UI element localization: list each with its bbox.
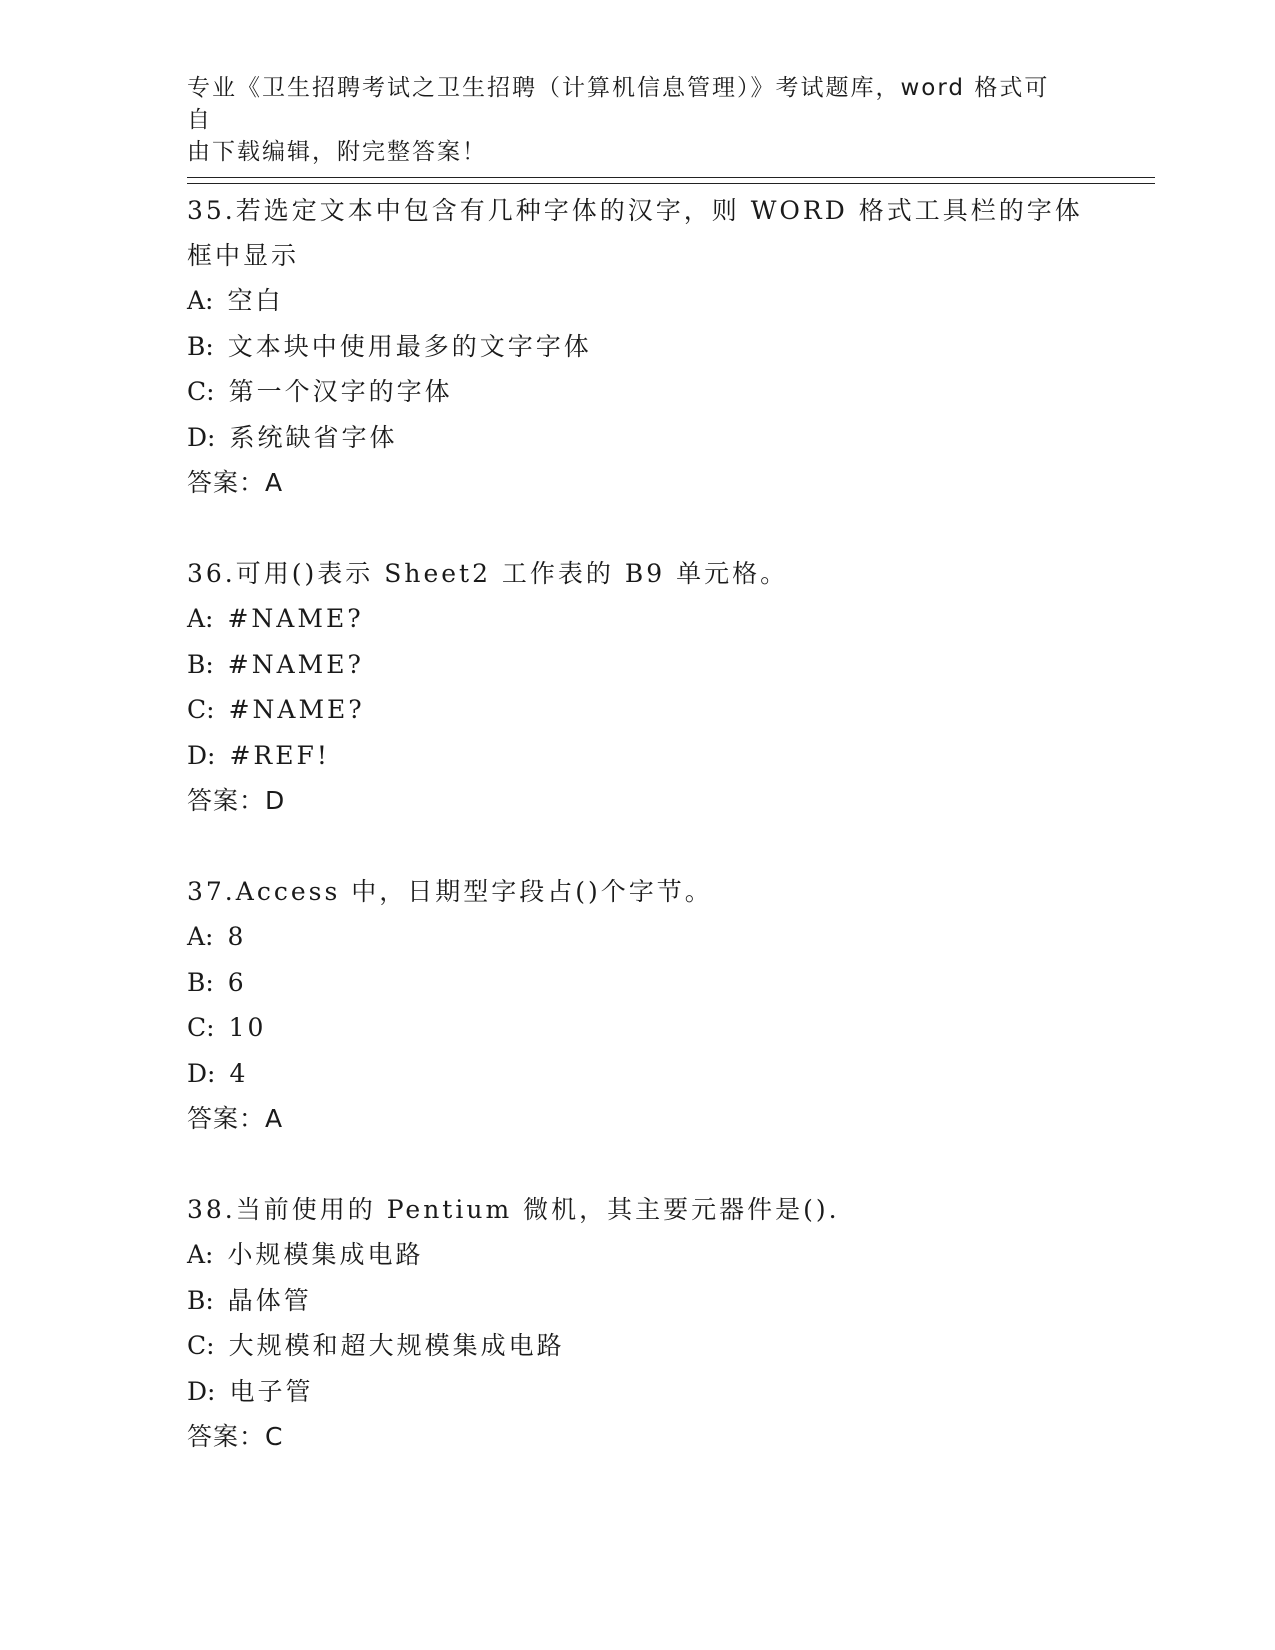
question-item	[187, 1187, 1087, 1459]
option-letter: A:	[187, 1240, 214, 1269]
question-title: 37.Access 中，日期型字段占()个字节。	[187, 877, 713, 906]
option-text: #NAME?	[227, 604, 364, 633]
option-letter: A:	[187, 604, 214, 633]
option-letter: B:	[187, 1285, 214, 1315]
option-a	[187, 596, 1087, 642]
intro-line: 专业《卫生招聘考试之卫生招聘（计算机信息管理）》考试题库，word 格式可自	[187, 75, 1050, 133]
option-text: #NAME?	[227, 649, 364, 679]
option-d	[187, 1369, 1087, 1415]
option-d	[187, 1051, 1087, 1097]
option-letter: D:	[187, 1058, 216, 1088]
option-letter: D:	[187, 1376, 216, 1406]
question-item	[187, 551, 1087, 823]
option-text: 大规模和超大规模集成电路	[228, 1331, 565, 1360]
option-text: #REF!	[229, 740, 330, 770]
divider-line	[187, 177, 1155, 178]
option-text: #NAME?	[228, 695, 365, 724]
option-letter: C:	[187, 1013, 215, 1042]
option-letter: C:	[187, 695, 215, 724]
option-letter: D:	[187, 422, 216, 452]
intro-line: 由下载编辑，附完整答案！	[187, 139, 487, 165]
option-letter: B:	[187, 967, 214, 997]
answer-line: 答案：D	[187, 786, 286, 815]
divider-line	[187, 183, 1155, 184]
option-c	[187, 1005, 1087, 1051]
option-c	[187, 687, 1087, 733]
option-text: 电子管	[229, 1376, 314, 1406]
option-b	[187, 1278, 1087, 1324]
document-intro	[187, 72, 1067, 168]
option-letter: B:	[187, 331, 214, 361]
answer-line: 答案：A	[187, 1104, 284, 1133]
option-letter: A:	[187, 286, 214, 315]
option-text: 6	[227, 967, 247, 997]
option-letter: C:	[187, 1331, 215, 1360]
option-text: 4	[229, 1058, 249, 1088]
option-d	[187, 733, 1087, 779]
question-title: 36.可用()表示 Sheet2 工作表的 B9 单元格。	[187, 559, 789, 588]
option-c	[187, 1323, 1087, 1369]
option-a	[187, 278, 1087, 324]
answer-line: 答案：A	[187, 468, 284, 497]
option-c	[187, 369, 1087, 415]
option-b	[187, 960, 1087, 1006]
option-text: 空白	[227, 286, 284, 315]
option-letter: C:	[187, 377, 215, 406]
option-a	[187, 914, 1087, 960]
option-letter: B:	[187, 649, 214, 679]
option-text: 晶体管	[227, 1285, 312, 1315]
option-letter: D:	[187, 740, 216, 770]
option-d	[187, 415, 1087, 461]
option-b	[187, 642, 1087, 688]
option-text: 系统缺省字体	[229, 422, 398, 452]
option-a	[187, 1232, 1087, 1278]
option-text: 8	[227, 922, 247, 951]
question-title: 38.当前使用的 Pentium 微机，其主要元器件是().	[187, 1195, 840, 1224]
question-item	[187, 188, 1087, 505]
question-list	[187, 188, 1087, 1505]
option-b	[187, 324, 1087, 370]
answer-line: 答案：C	[187, 1422, 284, 1451]
option-letter: A:	[187, 922, 214, 951]
option-text: 小规模集成电路	[227, 1240, 424, 1269]
option-text: 第一个汉字的字体	[228, 377, 453, 406]
question-item	[187, 869, 1087, 1141]
question-title: 35.若选定文本中包含有几种字体的汉字，则 WORD 格式工具栏的字体	[187, 196, 1083, 225]
option-text: 文本块中使用最多的文字字体	[227, 331, 592, 361]
question-title: 框中显示	[187, 241, 300, 270]
option-text: 10	[228, 1013, 267, 1042]
